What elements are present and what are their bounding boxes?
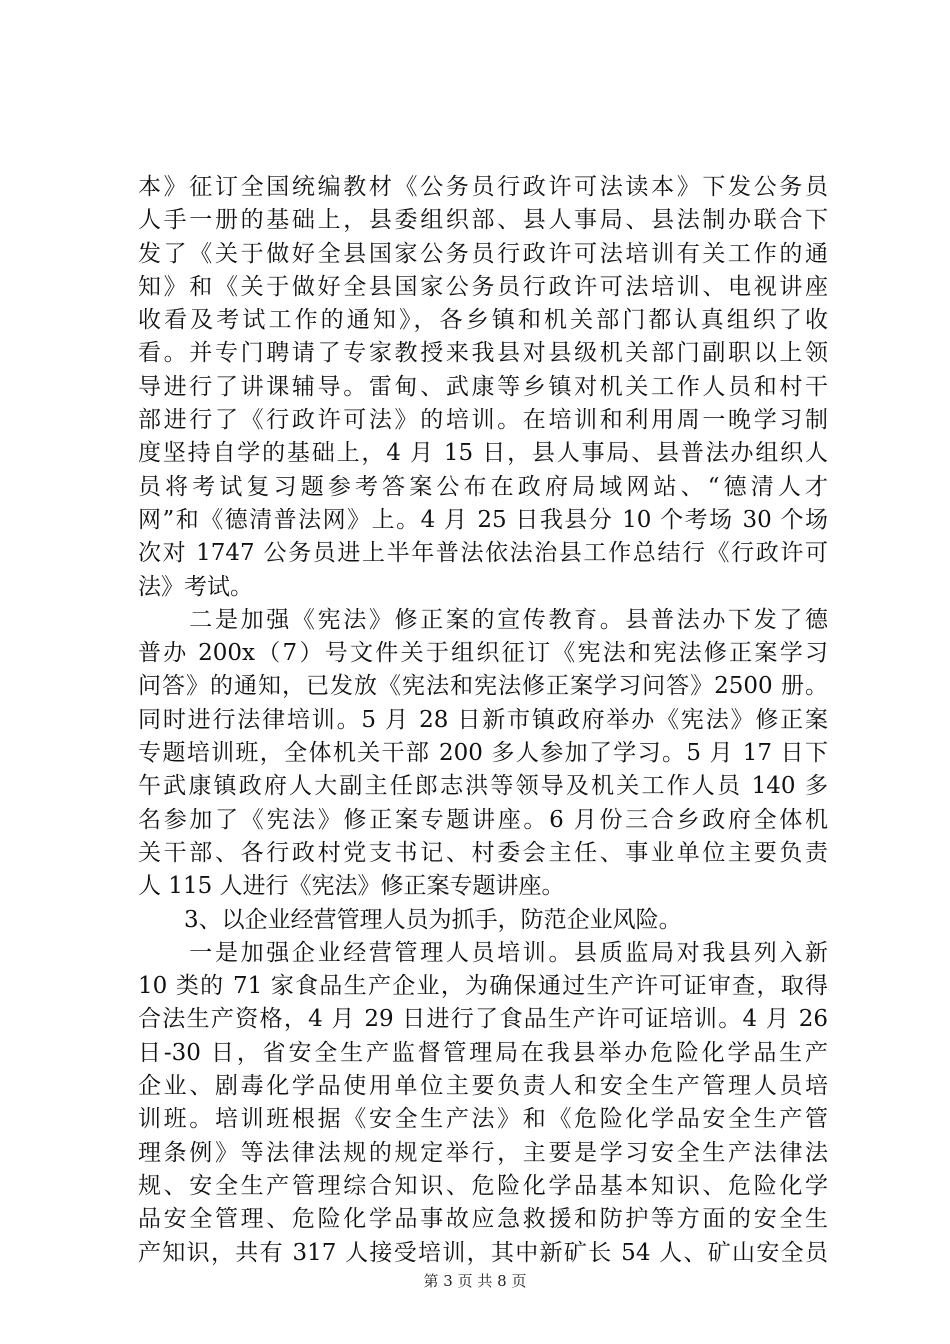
text-line: 知》和《关于做好全县国家公务员行政许可法培训、电视讲座	[138, 273, 828, 300]
text-line: 同时进行法律培训。5 月 28 日新市镇政府举办《宪法》修正案	[138, 706, 828, 733]
text-line: 导进行了讲课辅导。雷甸、武康等乡镇对机关工作人员和村干	[138, 373, 828, 400]
text-line: 本》征订全国统编教材《公务员行政许可法读本》下发公务员	[138, 174, 828, 200]
text-line: 日-30 日，省安全生产监督管理局在我县举办危险化学品生产	[138, 1039, 828, 1066]
text-line: 产知识，共有 317 人接受培训，其中新矿长 54 人、矿山安全员	[138, 1239, 828, 1266]
text-line: 收看及考试工作的通知》，各乡镇和机关部门都认真组织了收	[138, 307, 828, 334]
text-line: 专题培训班，全体机关干部 200 多人参加了学习。5 月 17 日下	[138, 740, 828, 767]
text-line: 看。并专门聘请了专家教授来我县对县级机关部门副职以上领	[138, 340, 828, 367]
text-line: 3、以企业经营管理人员为抓手，防范企业风险。	[138, 906, 682, 933]
text-line: 训班。培训班根据《安全生产法》和《危险化学品安全生产管	[138, 1106, 828, 1133]
text-line: 10 类的 71 家食品生产企业，为确保通过生产许可证审查，取得	[138, 973, 828, 1000]
text-line: 发了《关于做好全县国家公务员行政许可法培训有关工作的通	[138, 240, 828, 267]
text-line: 关干部、各行政村党支书记、村委会主任、事业单位主要负责	[138, 839, 828, 866]
text-line: 合法生产资格，4 月 29 日进行了食品生产许可证培训。4 月 26	[138, 1006, 828, 1033]
text-line: 问答》的通知，已发放《宪法和宪法修正案学习问答》2500 册。	[138, 673, 828, 700]
text-line: 二是加强《宪法》修正案的宣传教育。县普法办下发了德	[138, 606, 828, 633]
text-line: 规、安全生产管理综合知识、危险化学品基本知识、危险化学	[138, 1172, 828, 1199]
text-line: 理条例》等法律法规的规定举行，主要是学习安全生产法律法	[138, 1139, 828, 1166]
text-line: 度坚持自学的基础上，4 月 15 日，县人事局、县普法办组织人	[138, 440, 828, 467]
text-line: 员将考试复习题参考答案公布在政府局域网站、“德清人才	[138, 473, 828, 500]
text-line: 次对 1747 公务员进上半年普法依法治县工作总结行《行政许可	[138, 540, 828, 567]
text-line: 网”和《德清普法网》上。4 月 25 日我县分 10 个考场 30 个场	[138, 506, 828, 533]
text-line: 普办 200x（7）号文件关于组织征订《宪法和宪法修正案学习	[138, 640, 828, 667]
text-line: 一是加强企业经营管理人员培训。县质监局对我县列入新	[138, 939, 828, 966]
text-line: 人手一册的基础上，县委组织部、县人事局、县法制办联合下	[138, 207, 828, 234]
text-line: 名参加了《宪法》修正案专题讲座。6 月份三合乡政府全体机	[138, 806, 828, 833]
page-footer: 第 3 页 共 8 页	[423, 1272, 527, 1290]
text-line: 人 115 人进行《宪法》修正案专题讲座。	[138, 873, 565, 900]
text-line: 部进行了《行政许可法》的培训。在培训和利用周一晚学习制	[138, 407, 828, 434]
text-line: 品安全管理、危险化学品事故应急救援和防护等方面的安全生	[138, 1206, 828, 1233]
text-line: 企业、剧毒化学品使用单位主要负责人和安全生产管理人员培	[138, 1073, 828, 1100]
text-line: 午武康镇政府人大副主任郎志洪等领导及机关工作人员 140 多	[138, 773, 828, 800]
text-line: 法》考试。	[138, 573, 253, 600]
document-body	[138, 171, 828, 1270]
